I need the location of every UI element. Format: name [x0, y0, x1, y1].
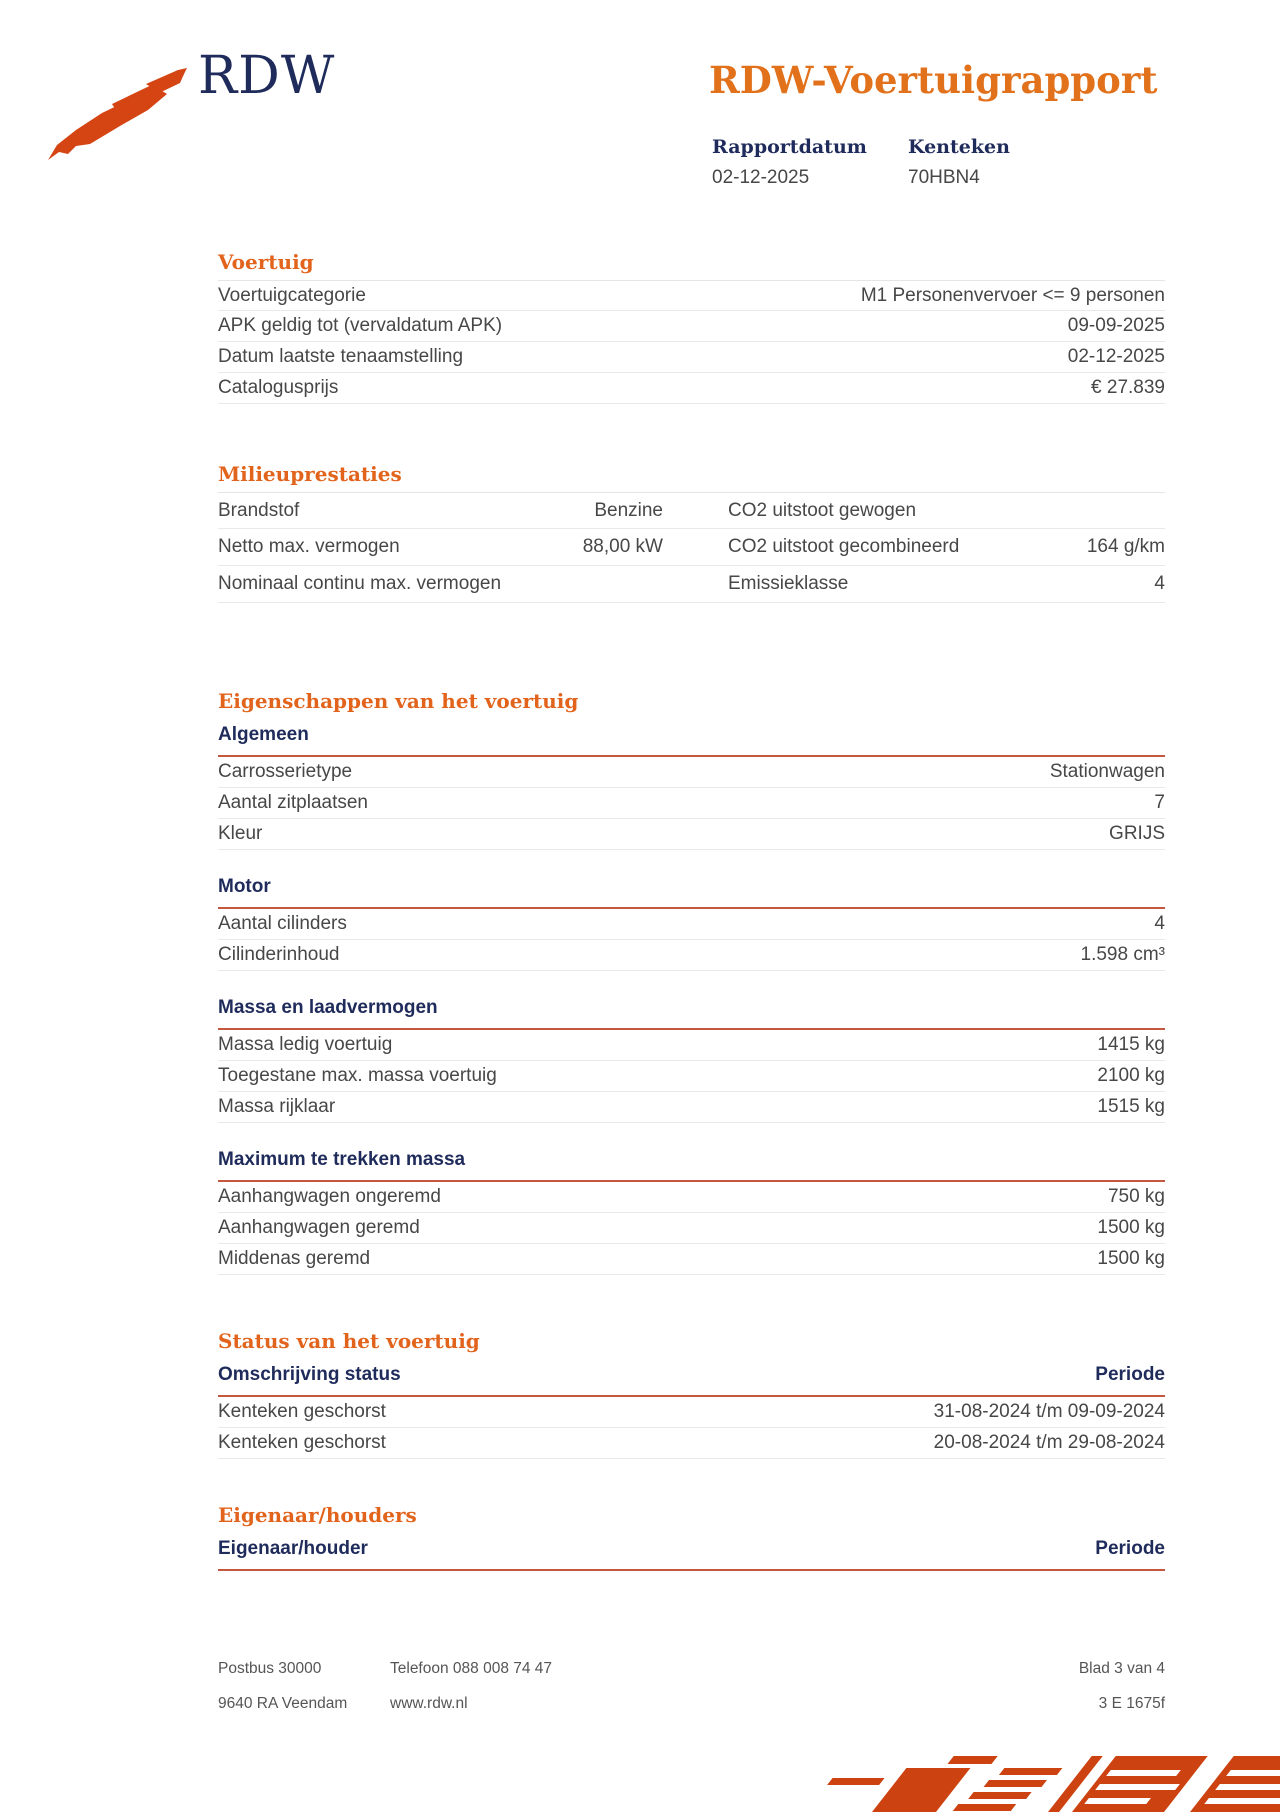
column-header-periode: Periode: [1095, 1364, 1165, 1385]
row-value: Benzine: [594, 499, 663, 521]
table-row: [218, 1397, 1165, 1428]
row-label: Cilinderinhoud: [218, 944, 340, 965]
table-row: [218, 940, 1165, 971]
page-title: RDW-Voertuigrapport: [709, 58, 1158, 102]
row-label: Toegestane max. massa voertuig: [218, 1065, 497, 1086]
subsection-massa-laadvermogen: [218, 997, 1165, 1123]
footer-doc-code: 3 E 1675f: [1098, 1695, 1165, 1712]
row-value: 164 g/km: [1086, 536, 1165, 557]
row-value: M1 Personenvervoer <= 9 personen: [860, 284, 1165, 306]
row-value: 1500 kg: [1097, 1217, 1165, 1238]
rapportdatum-label: Rapportdatum: [712, 136, 867, 158]
column-header-periode: Periode: [1095, 1538, 1165, 1559]
rapportdatum-value: 02-12-2025: [712, 167, 810, 188]
row-label: Catalogusprijs: [218, 377, 339, 398]
report-body: [218, 250, 1165, 1571]
row-value: 1500 kg: [1097, 1248, 1165, 1269]
row-value: Stationwagen: [1049, 761, 1165, 782]
row-label: Middenas geremd: [218, 1248, 371, 1269]
row-value: 02-12-2025: [1067, 346, 1165, 367]
row-value: 20-08-2024 t/m 29-08-2024: [933, 1432, 1165, 1453]
rdw-logo: [46, 46, 376, 158]
row-value: 31-08-2024 t/m 09-09-2024: [933, 1401, 1165, 1422]
table-row: [218, 492, 1165, 529]
footer-website: www.rdw.nl: [390, 1695, 468, 1712]
row-value: 1.598 cm³: [1080, 944, 1165, 965]
row-label: Netto max. vermogen: [218, 536, 400, 557]
row-value: 1415 kg: [1097, 1034, 1165, 1055]
footer-city: 9640 RA Veendam: [218, 1695, 348, 1712]
subsection-maximum-trekken-massa: [218, 1149, 1165, 1275]
section-voertuig: [218, 250, 1165, 404]
table-row: [218, 342, 1165, 373]
row-value: 09-09-2025: [1067, 315, 1165, 336]
row-label: CO2 uitstoot gewogen: [728, 499, 917, 521]
subsection-algemeen: [218, 724, 1165, 850]
row-label: Carrosserietype: [218, 761, 353, 782]
section-title-voertuig: Voertuig: [218, 250, 314, 274]
row-label: Datum laatste tenaamstelling: [218, 346, 464, 367]
footer-phone: Telefoon 088 008 74 47: [390, 1660, 553, 1677]
eigenaar-table-header: [218, 1538, 1165, 1571]
table-row: [218, 1213, 1165, 1244]
row-value: € 27.839: [1091, 377, 1165, 398]
table-row: [218, 1428, 1165, 1459]
table-row: [218, 788, 1165, 819]
row-value: 7: [1154, 792, 1165, 813]
row-label: Voertuigcategorie: [218, 284, 366, 306]
table-row: [218, 1182, 1165, 1213]
table-row: [218, 280, 1165, 311]
table-row: [218, 1092, 1165, 1123]
row-label: Aantal cilinders: [218, 913, 347, 934]
row-label: Nominaal continu max. vermogen: [218, 573, 502, 594]
footer-page-number: Blad 3 van 4: [1078, 1660, 1165, 1677]
section-title-eigenaar: Eigenaar/houders: [218, 1503, 417, 1527]
row-label: APK geldig tot (vervaldatum APK): [218, 315, 503, 336]
row-label: Aanhangwagen ongeremd: [218, 1186, 441, 1207]
subsection-title: Motor: [218, 876, 1165, 909]
row-value: 2100 kg: [1097, 1065, 1165, 1086]
kenteken-label: Kenteken: [908, 136, 1010, 158]
row-label: Massa rijklaar: [218, 1096, 336, 1117]
table-row: [218, 819, 1165, 850]
row-label: Massa ledig voertuig: [218, 1034, 393, 1055]
column-header-eigenaar: Eigenaar/houder: [218, 1538, 368, 1559]
subsection-motor: [218, 876, 1165, 971]
section-title-status: Status van het voertuig: [218, 1329, 480, 1353]
row-value: GRIJS: [1109, 823, 1165, 844]
table-row: [218, 1244, 1165, 1275]
row-value: 1515 kg: [1097, 1096, 1165, 1117]
row-value: 4: [1154, 573, 1165, 594]
subsection-title: Massa en laadvermogen: [218, 997, 1165, 1030]
row-label: Aantal zitplaatsen: [218, 792, 368, 813]
row-label: CO2 uitstoot gecombineerd: [728, 536, 960, 557]
row-label: Emissieklasse: [728, 573, 849, 594]
row-label: Brandstof: [218, 499, 300, 521]
table-row: [218, 1061, 1165, 1092]
table-row: [218, 311, 1165, 342]
row-label: Kenteken geschorst: [218, 1401, 386, 1422]
table-row: [218, 566, 1165, 603]
page-footer: [218, 1660, 1165, 1713]
rdw-feather-icon: [46, 66, 196, 166]
status-table-header: [218, 1364, 1165, 1397]
report-meta: [712, 136, 1010, 189]
section-title-eigenschappen: Eigenschappen van het voertuig: [218, 689, 579, 713]
row-value: 750 kg: [1107, 1186, 1165, 1207]
subsection-title: Algemeen: [218, 724, 1165, 757]
row-label: Kleur: [218, 823, 263, 844]
section-eigenschappen: [218, 689, 1165, 1275]
subsection-title: Maximum te trekken massa: [218, 1149, 1165, 1182]
diagonal-bars-graphic: [760, 1754, 1280, 1812]
row-value: 4: [1154, 913, 1165, 934]
section-status: [218, 1329, 1165, 1459]
row-value: 88,00 kW: [582, 536, 663, 557]
kenteken-value: 70HBN4: [908, 167, 980, 188]
table-row: [218, 373, 1165, 404]
rdw-wordmark: RDW: [198, 46, 336, 106]
row-label: Kenteken geschorst: [218, 1432, 386, 1453]
section-milieuprestaties: [218, 462, 1165, 603]
section-eigenaar: [218, 1503, 1165, 1571]
table-row: [218, 529, 1165, 566]
section-title-milieuprestaties: Milieuprestaties: [218, 462, 402, 486]
table-row: [218, 909, 1165, 940]
table-row: [218, 1030, 1165, 1061]
column-header-omschrijving: Omschrijving status: [218, 1364, 401, 1385]
table-row: [218, 757, 1165, 788]
footer-postbus: Postbus 30000: [218, 1660, 322, 1677]
row-label: Aanhangwagen geremd: [218, 1217, 420, 1238]
